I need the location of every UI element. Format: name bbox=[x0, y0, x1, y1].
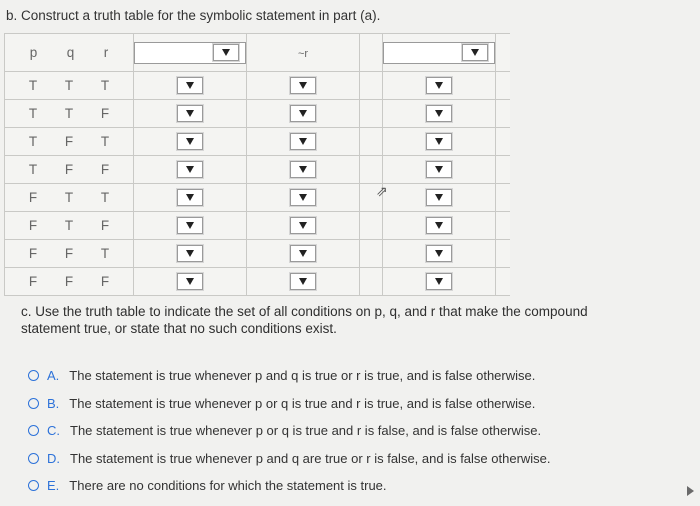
dropdown-triangle-icon bbox=[435, 194, 443, 201]
dropdown-button[interactable] bbox=[177, 133, 203, 150]
radio-unchecked-icon[interactable] bbox=[28, 370, 39, 381]
option-letter: A. bbox=[47, 368, 60, 384]
dropdown-button[interactable] bbox=[177, 105, 203, 122]
option-letter: C. bbox=[47, 423, 60, 439]
truth-table-row bbox=[5, 184, 511, 212]
dropdown-triangle-icon bbox=[435, 278, 443, 285]
dropdown-button[interactable] bbox=[426, 189, 452, 206]
truth-table-row bbox=[5, 268, 511, 296]
question-c-text: c. Use the truth table to indicate the set of all conditions on p, q, and r that make the compound statement true, or state that no such conditions exist. bbox=[21, 304, 588, 336]
option-text: The statement is true whenever p or q is true and r is true, and is false otherwise. bbox=[69, 395, 536, 411]
cell-q: T bbox=[64, 218, 74, 233]
option-text: The statement is true whenever p and q is true or r is true, and is false otherwise. bbox=[69, 368, 536, 384]
cell-q: T bbox=[64, 190, 74, 205]
dropdown-button[interactable] bbox=[290, 77, 316, 94]
cell-q: T bbox=[64, 106, 74, 121]
dropdown-button[interactable] bbox=[290, 273, 316, 290]
cell-r: T bbox=[100, 190, 110, 205]
dropdown-triangle-icon bbox=[471, 49, 479, 56]
cell-q: T bbox=[64, 78, 74, 93]
header-q: q bbox=[66, 45, 75, 60]
header-select-column-1[interactable] bbox=[134, 42, 246, 64]
dropdown-button[interactable] bbox=[177, 217, 203, 234]
dropdown-triangle-icon bbox=[299, 194, 307, 201]
dropdown-button[interactable] bbox=[177, 189, 203, 206]
header-select-column-3[interactable] bbox=[383, 42, 495, 64]
dropdown-button[interactable] bbox=[290, 161, 316, 178]
scroll-right-arrow-icon[interactable] bbox=[687, 486, 694, 496]
option-text: There are no conditions for which the statement is true. bbox=[69, 478, 387, 494]
option-letter: D. bbox=[47, 450, 60, 466]
truth-table-row bbox=[5, 72, 511, 100]
dropdown-triangle-icon bbox=[435, 222, 443, 229]
dropdown-triangle-icon bbox=[299, 250, 307, 257]
cell-r: T bbox=[100, 134, 110, 149]
dropdown-triangle-icon bbox=[186, 278, 194, 285]
option-letter: E. bbox=[47, 478, 60, 494]
header-not-r: ~r bbox=[297, 48, 309, 60]
cell-p: T bbox=[28, 78, 38, 93]
dropdown-triangle-icon bbox=[299, 110, 307, 117]
header-r: r bbox=[103, 45, 109, 60]
dropdown-triangle-icon bbox=[435, 138, 443, 145]
cell-q: F bbox=[64, 274, 74, 289]
option-d[interactable] bbox=[28, 445, 551, 473]
dropdown-button[interactable] bbox=[290, 245, 316, 262]
cell-p: T bbox=[28, 106, 38, 121]
truth-table-row bbox=[5, 240, 511, 268]
truth-table-row bbox=[5, 128, 511, 156]
cell-r: F bbox=[100, 218, 110, 233]
radio-unchecked-icon[interactable] bbox=[28, 453, 39, 464]
dropdown-triangle-icon bbox=[435, 110, 443, 117]
dropdown-triangle-icon bbox=[435, 250, 443, 257]
truth-table-row bbox=[5, 100, 511, 128]
option-b[interactable] bbox=[28, 390, 551, 418]
cell-r: T bbox=[100, 246, 110, 261]
dropdown-button[interactable] bbox=[177, 245, 203, 262]
dropdown-button[interactable] bbox=[177, 273, 203, 290]
dropdown-button[interactable] bbox=[290, 189, 316, 206]
dropdown-triangle-icon bbox=[186, 82, 194, 89]
dropdown-button[interactable] bbox=[426, 245, 452, 262]
dropdown-button[interactable] bbox=[177, 161, 203, 178]
truth-table-row bbox=[5, 212, 511, 240]
option-e[interactable] bbox=[28, 472, 551, 500]
question-b-title: b. Construct a truth table for the symbolic statement in part (a). bbox=[6, 8, 381, 23]
dropdown-triangle-icon bbox=[299, 166, 307, 173]
cell-p: T bbox=[28, 134, 38, 149]
dropdown-button[interactable] bbox=[213, 44, 239, 61]
option-a[interactable] bbox=[28, 362, 551, 390]
dropdown-button[interactable] bbox=[426, 105, 452, 122]
cell-r: F bbox=[100, 274, 110, 289]
header-p: p bbox=[29, 45, 38, 60]
dropdown-triangle-icon bbox=[186, 222, 194, 229]
dropdown-triangle-icon bbox=[435, 82, 443, 89]
cell-r: T bbox=[100, 78, 110, 93]
dropdown-button[interactable] bbox=[177, 77, 203, 94]
dropdown-triangle-icon bbox=[435, 166, 443, 173]
option-text: The statement is true whenever p or q is true and r is false, and is false otherwise. bbox=[70, 423, 542, 439]
dropdown-triangle-icon bbox=[299, 222, 307, 229]
dropdown-triangle-icon bbox=[186, 250, 194, 257]
dropdown-button[interactable] bbox=[426, 77, 452, 94]
cell-p: F bbox=[28, 246, 38, 261]
dropdown-triangle-icon bbox=[299, 138, 307, 145]
dropdown-button[interactable] bbox=[290, 105, 316, 122]
mouse-pointer-icon: ⇗ bbox=[376, 183, 388, 199]
radio-unchecked-icon[interactable] bbox=[28, 480, 39, 491]
dropdown-button[interactable] bbox=[426, 217, 452, 234]
dropdown-button[interactable] bbox=[426, 273, 452, 290]
radio-unchecked-icon[interactable] bbox=[28, 425, 39, 436]
cell-p: F bbox=[28, 190, 38, 205]
cell-q: F bbox=[64, 134, 74, 149]
cell-p: F bbox=[28, 218, 38, 233]
answer-options bbox=[28, 362, 551, 500]
cell-p: T bbox=[28, 162, 38, 177]
truth-table-header bbox=[5, 34, 511, 72]
dropdown-button[interactable] bbox=[426, 133, 452, 150]
truth-table bbox=[4, 33, 510, 296]
dropdown-button[interactable] bbox=[290, 217, 316, 234]
dropdown-triangle-icon bbox=[299, 82, 307, 89]
dropdown-triangle-icon bbox=[222, 49, 230, 56]
option-text: The statement is true whenever p and q are true or r is false, and is false otherwise. bbox=[70, 450, 551, 466]
dropdown-triangle-icon bbox=[299, 278, 307, 285]
dropdown-triangle-icon bbox=[186, 138, 194, 145]
cell-r: F bbox=[100, 162, 110, 177]
dropdown-button[interactable] bbox=[426, 161, 452, 178]
dropdown-triangle-icon bbox=[186, 194, 194, 201]
dropdown-button[interactable] bbox=[462, 44, 488, 61]
dropdown-triangle-icon bbox=[186, 110, 194, 117]
cell-q: F bbox=[64, 162, 74, 177]
cell-p: F bbox=[28, 274, 38, 289]
truth-table-row bbox=[5, 156, 511, 184]
radio-unchecked-icon[interactable] bbox=[28, 398, 39, 409]
option-c[interactable] bbox=[28, 417, 551, 445]
dropdown-triangle-icon bbox=[186, 166, 194, 173]
cell-q: F bbox=[64, 246, 74, 261]
dropdown-button[interactable] bbox=[290, 133, 316, 150]
cell-r: F bbox=[100, 106, 110, 121]
option-letter: B. bbox=[47, 395, 60, 411]
